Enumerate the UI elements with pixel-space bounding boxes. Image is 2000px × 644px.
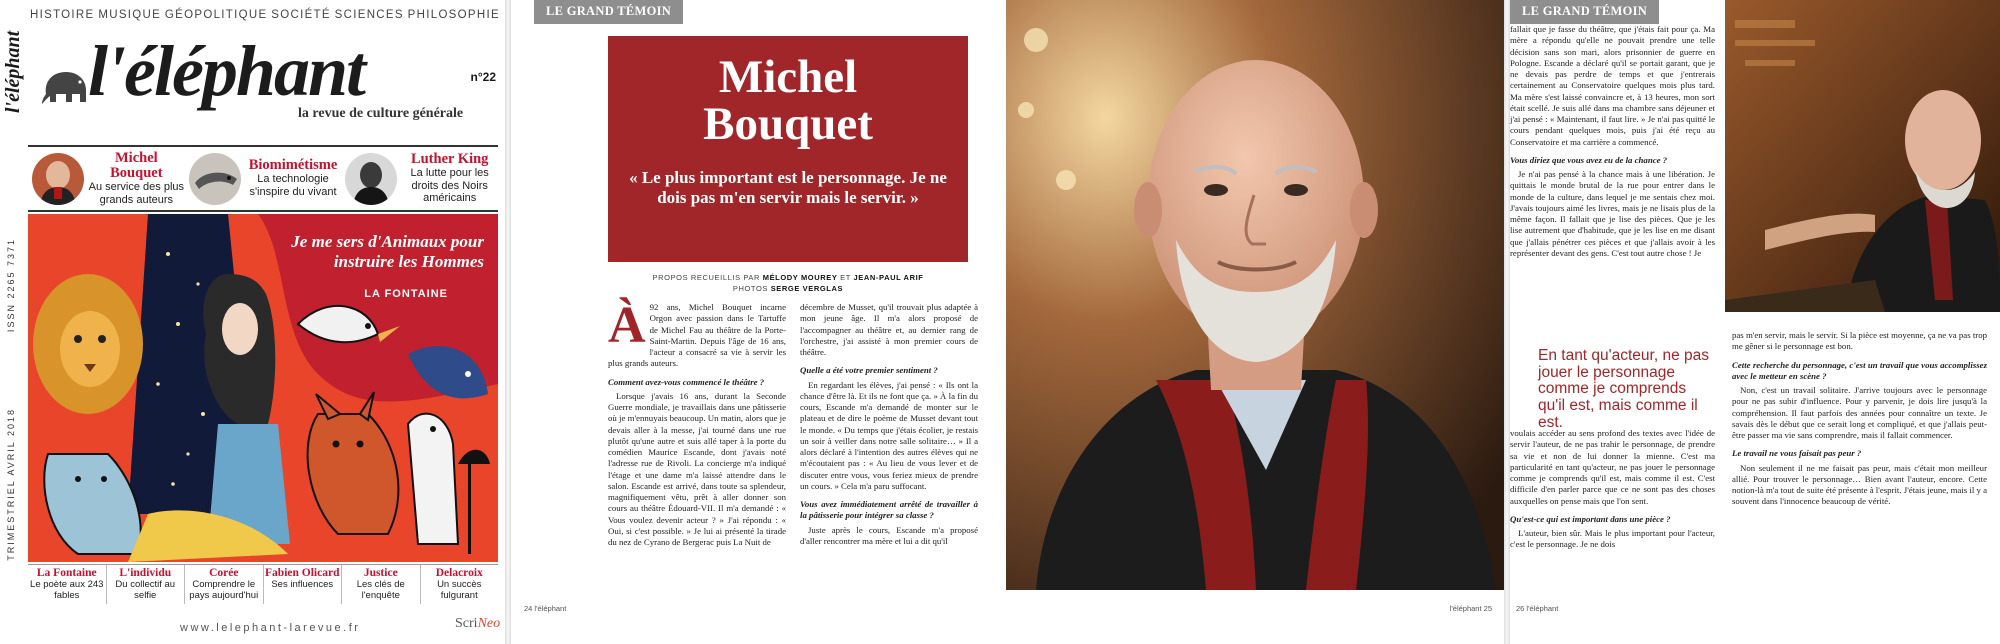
- topic-societe: SOCIÉTÉ: [271, 9, 331, 21]
- cover-spine: [2, 8, 24, 608]
- interview-question: Cette recherche du personnage, c'est un travail que vous accomplissez avec le metteur en scène ?: [1732, 359, 1987, 381]
- title-pull-quote: « Le plus important est le personnage. Je ne dois pas m'en servir mais le servir. »: [629, 168, 947, 208]
- interview-question: Vous diriez que vous avez eu de la chance ?: [1510, 154, 1668, 165]
- interview-answer: Lorsque j'avais 16 ans, durant la Seconde Guerre mondiale, je travaillais dans une pâtisserie où je m'ennuyais beaucoup. Un matin, alors que je devais aller à la messe, j'ai tourné dans une rue plutôt qu'une autre et suis allé taper à la porte du comédien Maurice Escande, dont j'avais noté l'adresse rue de Rivoli. La concierge m'a indiqué l'étage et une dame m'a laissé attendre dans le salon. Escande est arrivé, dans toute sa splendeur, magnifiquement vêtu, prêt à aller donner son cours au théâtre Édouard-VII. Il m'a demandé : « Vous voulez devenir acteur ? » J'ai répondu : « Oui, si c'est possible. » Je lui ai présenté la tirade du nez de Cyrano de Bergerac puis La Nuit de: [608, 390, 786, 547]
- spine-date: TRIMESTRIEL AVRIL 2018: [6, 408, 16, 561]
- interview-answer: décembre de Musset, qu'il trouvait plus adaptée à mon jeune âge. Il m'a alors proposé de l'accompagner au théâtre et, au dernier rang de l'orchestre, j'ai assisté à mon premier cours de théâtre.: [800, 302, 978, 357]
- interview-answer: L'auteur, bien sûr. Mais le plus important pour l'acteur, c'est le personnage. Je ne dois: [1510, 528, 1715, 550]
- bottom-teaser-title: Delacroix: [435, 567, 483, 579]
- teaser-title: Michel Bouquet: [110, 149, 163, 181]
- cover-illustration: [28, 214, 498, 562]
- interview-answer: En regardant les élèves, j'ai pensé : « Ils ont la chance d'être là. Et ils ne font que ça. » À la fin du cours, Escande m'a demandé de monter sur le plateau et de dire le poème de Musset devant tout le monde. « Du temps que j'étais écolier, je restais un soir à veiller dans notre salle solitaire… » Il a alors déclaré à l'intention des autres élèves qui ne m'écoutaient pas : « Au lieu de vous lever et de discuter entre vous, vous feriez mieux de prendre un cours. » Cela m'a paru suffocant.: [800, 379, 978, 491]
- bottom-teaser-subtitle: Ses influences: [271, 578, 334, 590]
- cover-main-quote: Je me sers d'Animaux pour instruire les Hommes: [291, 232, 484, 272]
- page-26: [1510, 0, 2000, 644]
- bottom-teaser: [184, 565, 263, 604]
- credits-photographer: SERGE VERGLAS: [770, 284, 844, 294]
- interview-answer: Je n'ai pas pensé à la chance mais à une libération. Je quittais le monde brutal de la rue pour entrer dans le monde de la culture, dans lequel je me sentais chez moi. J'avais toujours aimé les livres, mais je ne lisais plus de la même façon. Il fallait que je lise des pièces. Que je les lise autrement que d'habitude, que je les lise en me disant que j'allais pénétrer ces pièces et que j'allais avoir à les représenter devant des gens. C'est tout autre chose ! Je: [1510, 169, 1715, 258]
- stage-photo: [1725, 0, 2000, 312]
- topic-geopolitique: GÉOPOLITIQUE: [164, 9, 268, 21]
- bottom-teaser-subtitle: Les clés de l'enquête: [356, 578, 405, 601]
- article-column-1: [608, 297, 786, 602]
- bottom-teaser-title: Fabien Olicard: [265, 567, 340, 579]
- article-title-box: [608, 36, 968, 262]
- article-credits: [608, 272, 968, 295]
- interview-answer: fallait que je fasse du théâtre, que j'étais fait pour ça. Ma mère a répondu qu'elle ne pouvait prendre une telle décision sans son mari, alors prisonnier de guerre en Pologne. Escande a déclaré qu'il se portait garant, que je ne devais pas perdre de temps et que j'entrerais certainement au Conservatoire quelques mois plus tard. Ma mère s'est laissé convaincre et, à 13 heures, mon sort était scellé. Je suis allé dans ma chambre sans déjeuner et j'ai pensé : « Maintenant, il faut lire. » Je n'ai pas quitté le cours pendant quelques mois, puis j'ai été reçu au Conservatoire et ma carrière a commencé.: [1510, 24, 1715, 147]
- teaser-subtitle: La technologie s'inspire du vivant: [249, 173, 337, 199]
- cover-quote-author: LA FONTAINE: [364, 288, 448, 300]
- article-column-2: [800, 302, 978, 602]
- intro-paragraph: 92 ans, Michel Bouquet incarne Orgon avec passion dans le Tartuffe de Michel Fau au théâtre de la Porte-Saint-Martin. Depuis l'âge de 16 ans, l'acteur a consacré sa vie à servir les plus grands auteurs.: [608, 302, 786, 369]
- cover-website-url: www.lelephant-larevue.fr: [180, 622, 361, 634]
- bouquet-thumbnail: [32, 153, 84, 205]
- page-25-footer: [1006, 590, 1504, 620]
- topic-philosophie: PHILOSOPHIE: [407, 9, 500, 21]
- interview-question: Le travail ne vous faisait pas peur ?: [1732, 448, 1862, 459]
- teaser-luther-king: [341, 147, 498, 210]
- bouquet-stage-photo: [1725, 0, 2000, 312]
- title-last-name: Bouquet: [703, 98, 873, 150]
- bottom-teaser-title: Corée: [209, 567, 239, 579]
- page-folio: 24 l'éléphant: [524, 604, 567, 613]
- magazine-logo: l'éléphant: [88, 31, 365, 111]
- credits-and: ET: [837, 273, 854, 282]
- interview-answer: pas m'en servir, mais le servir. Si la pièce est moyenne, ça ne va pas trop me gêner si le personnage est bon.: [1732, 330, 1987, 352]
- bottom-teaser-title: L'individu: [119, 567, 172, 579]
- topic-musique: MUSIQUE: [98, 9, 162, 21]
- interview-question: Comment avez-vous commencé le théâtre ?: [608, 376, 765, 387]
- page-gutter: [505, 0, 511, 644]
- issue-number: n°22: [470, 70, 496, 84]
- interview-answer: voulais accéder au sens profond des textes avec l'idée de servir l'auteur, de ne pas trahir le personnage, de prendre sa vie et non de lui donner la mienne. C'est ma particularité en tant qu'acteur, ne pas jouer le personnage comme je comprends qu'il est, mais comme il est. C'est difficile d'en parler parce que ce ne sont pas des choses auxquelles on pense mais que l'on sent.: [1510, 428, 1715, 506]
- teaser-biomimetisme: [185, 147, 342, 210]
- magazine-tagline: la revue de culture générale: [298, 106, 464, 121]
- bottom-teaser-title: Justice: [363, 567, 398, 579]
- article-columns: [608, 297, 978, 602]
- biomimetisme-thumbnail: [189, 153, 241, 205]
- section-tag: LE GRAND TÉMOIN: [534, 0, 683, 24]
- bottom-teaser: [28, 565, 106, 604]
- teaser-subtitle: La lutte pour les droits des Noirs américains: [410, 167, 489, 205]
- michel-bouquet-portrait: [1006, 0, 1504, 590]
- cover-bottom-teasers: [28, 564, 498, 604]
- topic-sciences: SCIENCES: [334, 9, 404, 21]
- article-title: [608, 51, 968, 150]
- bottom-teaser-subtitle: Le poète aux 243 fables: [30, 578, 104, 601]
- topic-histoire: HISTOIRE: [30, 9, 95, 21]
- brand-part-a: Scri: [455, 616, 478, 631]
- magazine-cover: [0, 0, 505, 644]
- credits-label: PROPOS RECUEILLIS PAR: [652, 273, 763, 282]
- page-folio: 26 l'éléphant: [1516, 604, 1559, 613]
- bottom-teaser-subtitle: Comprendre le pays aujourd'hui: [189, 578, 259, 601]
- interview-answer: Non seulement il ne me faisait pas peur, mais c'était mon meilleur allié. Pour trouver le personnage… Bien avant l'auteur, encore. Cette notion-là m'a tout de suite été présente à l'esprit. J'étais jeune, mais il y a souvent dans l'innocence beaucoup de vérité.: [1732, 462, 1987, 507]
- bottom-teaser: [420, 565, 499, 604]
- title-first-name: Michel: [718, 51, 858, 103]
- cover-teaser-bar: [28, 145, 498, 212]
- bottom-teaser-subtitle: Un succès fulgurant: [437, 578, 482, 601]
- portrait-photo: [1006, 0, 1504, 590]
- section-tag: LE GRAND TÉMOIN: [1510, 0, 1659, 24]
- drop-cap: À: [608, 297, 646, 354]
- page26-mid-column: [1510, 428, 1715, 553]
- teaser-bouquet: [28, 147, 185, 210]
- credits-author-1: MÉLODY MOUREY: [762, 273, 838, 282]
- credits-author-2: JEAN-PAUL ARIF: [853, 273, 924, 282]
- page-24: [512, 0, 1009, 644]
- interview-question: Vous avez immédiatement arrêté de travailler à la pâtisserie pour intégrer sa classe ?: [800, 499, 978, 521]
- bottom-teaser-title: La Fontaine: [36, 567, 97, 579]
- teaser-subtitle: Au service des plus grands auteurs: [88, 181, 185, 206]
- elephant-icon: [40, 64, 92, 106]
- spine-issn: ISSN 2265 7371: [6, 238, 16, 333]
- teaser-title: Biomimétisme: [248, 157, 338, 174]
- masthead: [38, 31, 498, 129]
- bottom-teaser-subtitle: Du collectif au selfie: [115, 578, 176, 601]
- brand-part-b: Neo: [477, 616, 501, 631]
- bottom-teaser: [263, 565, 342, 604]
- interview-question: Qu'est-ce qui est important dans une pièce ?: [1510, 513, 1671, 524]
- luther-king-thumbnail: [345, 153, 397, 205]
- page26-pull-quote: En tant qu'acteur, ne pas jouer le personnage comme je comprends qu'il est, mais comme il est.: [1538, 347, 1709, 431]
- credits-photo-label: PHOTOS: [732, 284, 771, 294]
- page-folio: l'éléphant 25: [1449, 604, 1492, 613]
- cover-topic-nav: [30, 9, 500, 21]
- bottom-teaser: [341, 565, 420, 604]
- interview-answer: Juste après le cours, Escande m'a proposé d'aller rencontrer ma mère et lui a dit qu'il: [800, 524, 978, 546]
- publisher-brand: [455, 616, 500, 632]
- teaser-title: Luther King: [410, 150, 489, 167]
- page26-top-column: [1510, 24, 1715, 261]
- interview-question: Quelle a été votre premier sentiment ?: [800, 365, 938, 376]
- bottom-teaser: [106, 565, 185, 604]
- page26-right-column: [1732, 330, 1987, 510]
- interview-answer: Non, c'est un travail solitaire. J'arrive toujours avec le personnage pour ne pas subir d'influence. Pour y parvenir, je dois lire jusqu'à la compréhension. Il faut parfois des années pour connaître un texte. Je savais dès le début que ce serait long et compliqué, et que j'allais peut-être passer ma vie sans comprendre, mais il fallait commencer.: [1732, 385, 1987, 440]
- spine-logo: l'éléphant: [2, 30, 24, 113]
